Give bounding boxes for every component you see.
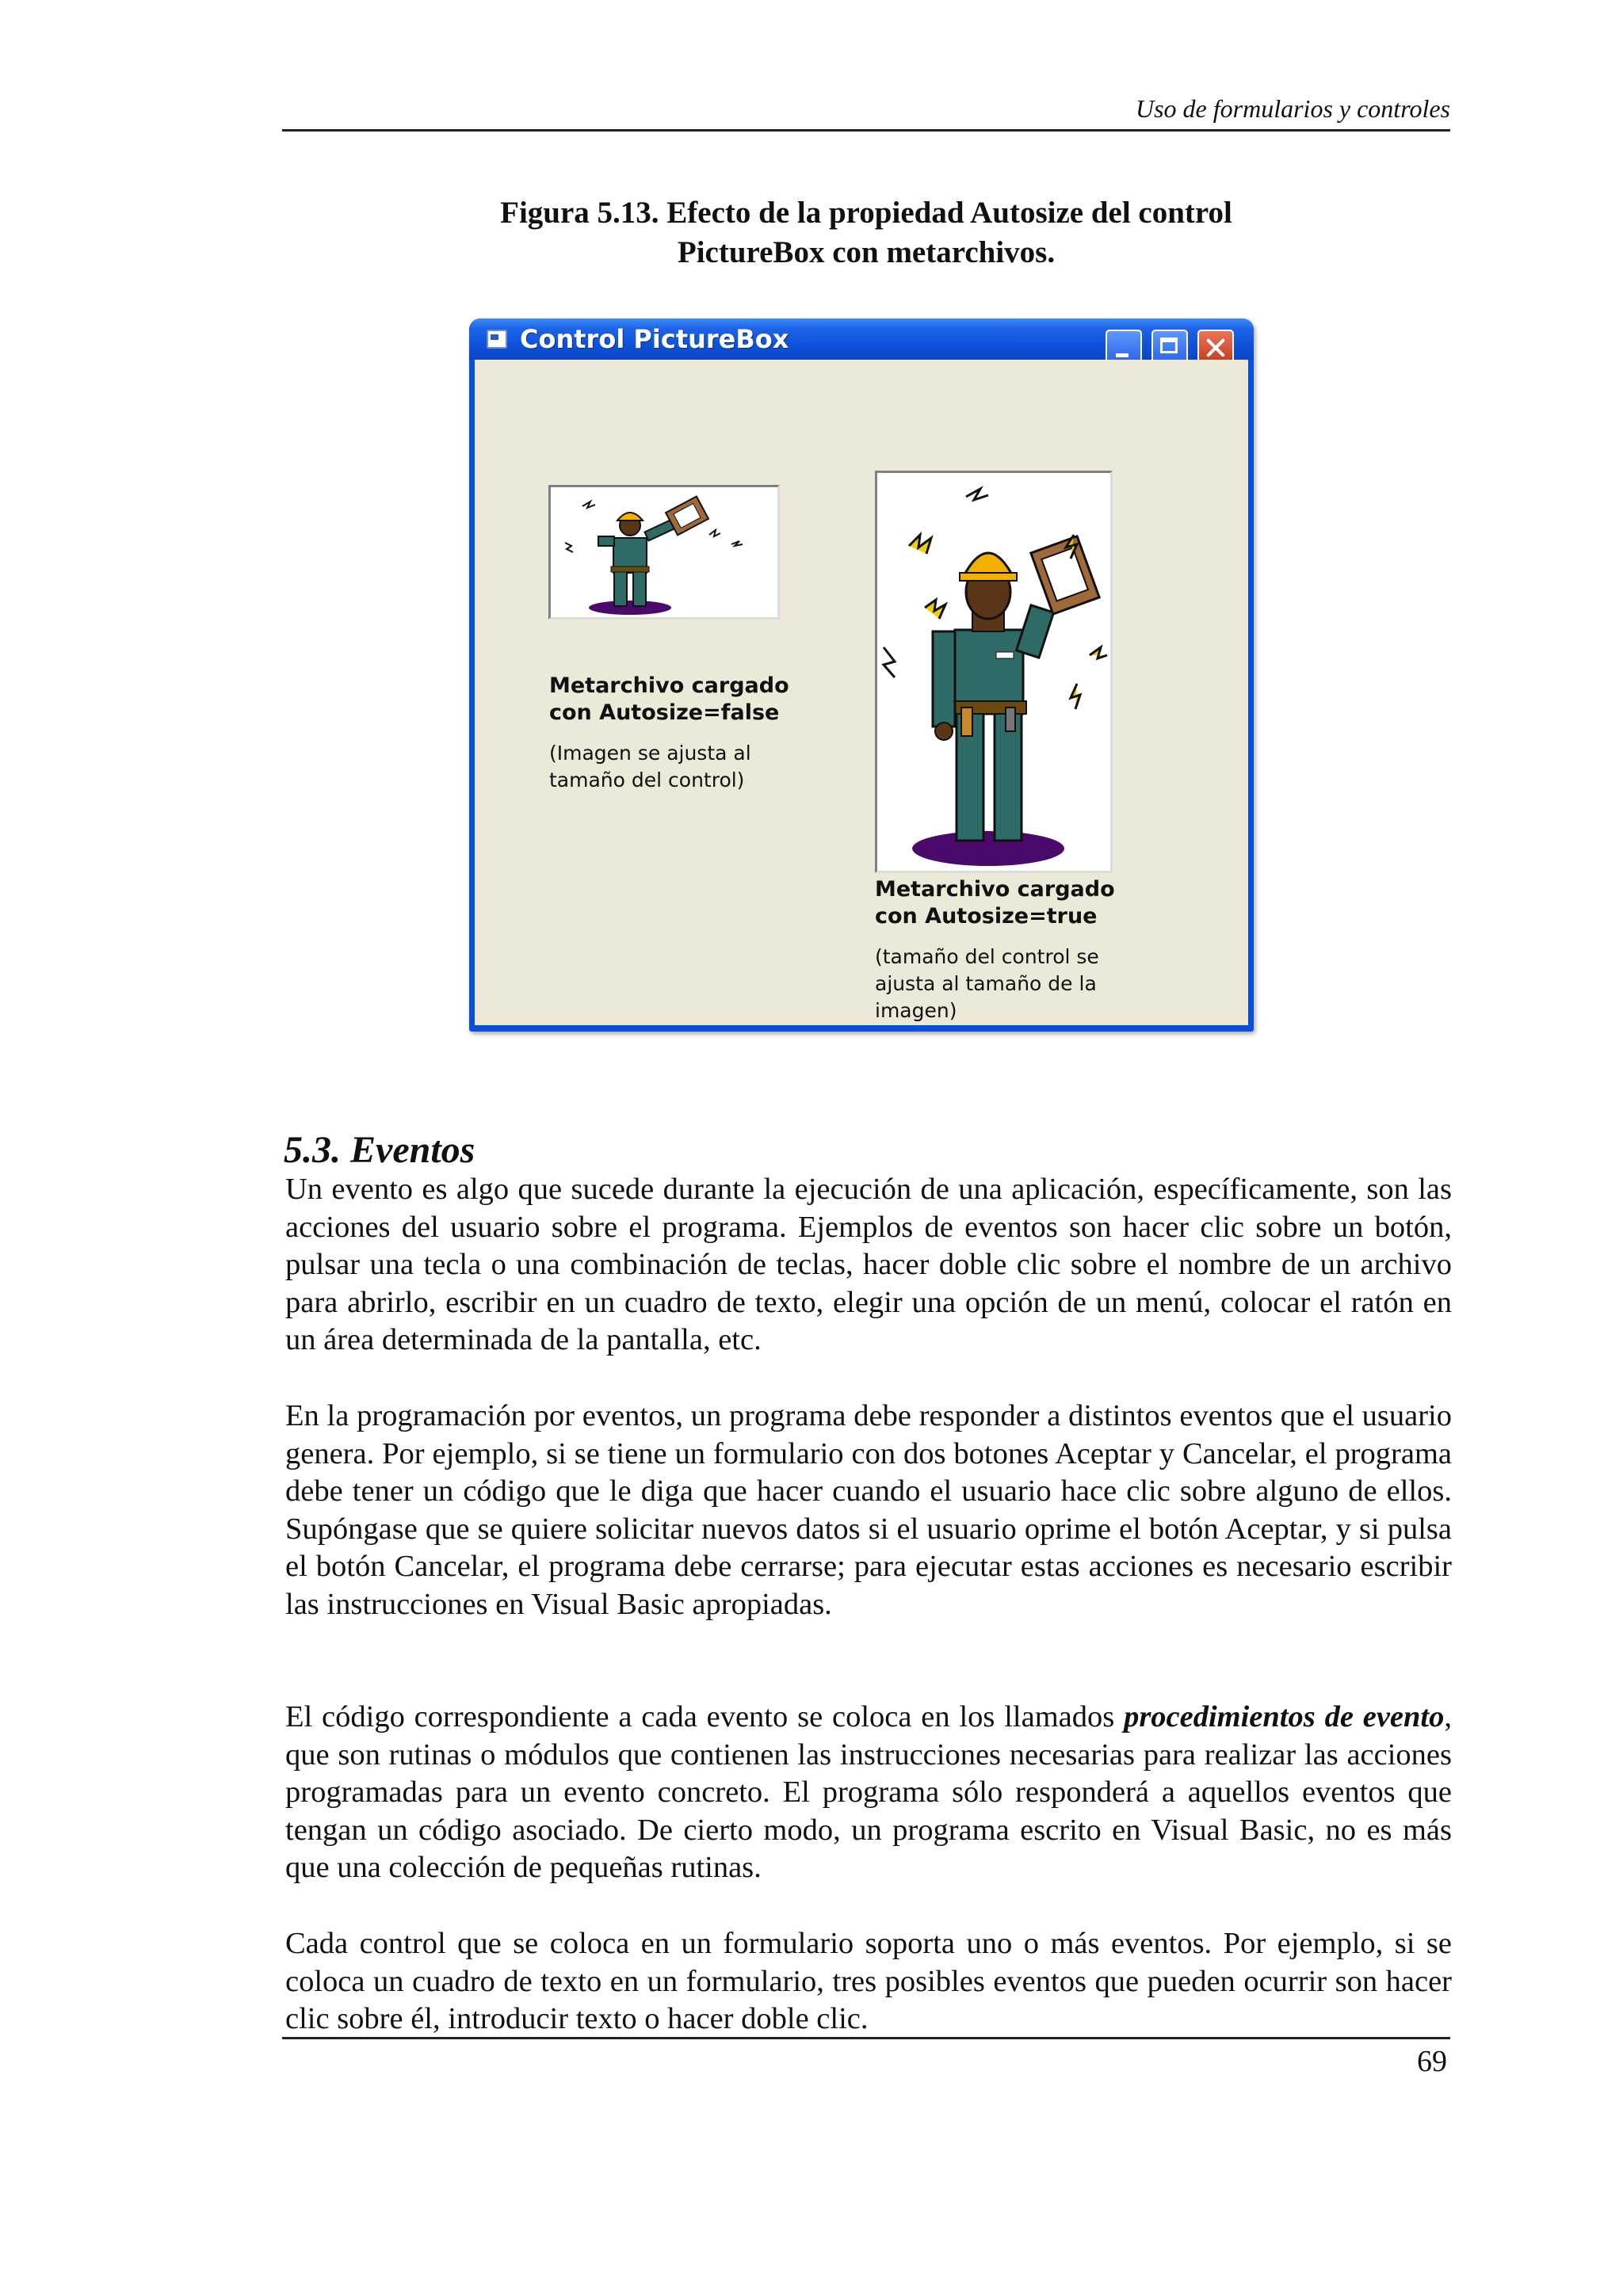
window-icon[interactable]: [487, 330, 507, 349]
label-autosize-false-line2: con Autosize=false: [549, 700, 780, 725]
picturebox-autosize-false: [548, 485, 780, 620]
note-autosize-false: [549, 740, 751, 794]
worker-large-image: [877, 473, 1110, 871]
label-autosize-false: [549, 673, 789, 727]
paragraph-2: En la programación por eventos, un programa debe responder a distintos eventos que el usuario genera. Por ejemplo, si se tiene un formulario con dos botones Aceptar y Cancelar, el programa debe tener un código que le diga que hacer cuando el usuario hace clic sobre alguno de ellos. Supóngase que se quiere solicitar nuevos datos si el usuario oprime el botón Aceptar, y si pulsa el botón Cancelar, el programa debe cerrarse; para ejecutar estas acciones es necesario escribir las instrucciones en Visual Basic apropiadas.: [285, 1399, 1452, 1621]
running-header: Uso de formularios y controles: [1135, 94, 1450, 123]
paragraph-1: Un evento es algo que sucede durante la ejecución de una aplicación, específicamente, son las acciones del usuario sobre el programa. Ejemplos de eventos son hacer clic sobre un botón, pulsar una tecla o una combinación de teclas, hacer doble clic sobre el nombre de un archivo para abrirlo, escribir en un cuadro de texto, elegir una opción de un menú, colocar el ratón en un área determinada de la pantalla, etc.: [285, 1173, 1452, 1357]
caption-line-2: PictureBox con metarchivos.: [677, 235, 1056, 269]
label-autosize-true-line2: con Autosize=true: [875, 904, 1098, 929]
note-autosize-false-line2: tamaño del control): [549, 769, 745, 791]
label-autosize-true-line1: Metarchivo cargado: [875, 877, 1115, 902]
header-rule: [282, 129, 1450, 132]
worker-small-image: [551, 487, 777, 617]
label-autosize-true: [875, 876, 1115, 930]
window-title: Control PictureBox: [520, 324, 789, 354]
paragraph-3-end: , que son rutinas o módulos que contienen las instrucciones necesarias para realizar las acciones programadas para un evento concreto. El programa sólo responderá a aquellos eventos que tengan un código asociado. De cierto modo, un programa escrito en Visual Basic, no es más que una colección de pequeñas rutinas.: [285, 1700, 1452, 1885]
note-autosize-true: [875, 944, 1099, 1024]
section-heading: 5.3. Eventos: [284, 1129, 475, 1171]
label-autosize-false-line1: Metarchivo cargado: [549, 673, 789, 698]
form-client-area: [475, 360, 1248, 1025]
figure-caption: [282, 193, 1450, 273]
paragraph-4: Cada control que se coloca en un formulario soporta uno o más eventos. Por ejemplo, si se coloca un cuadro de texto en un formulario, tres posibles eventos que pueden ocurrir son hacer clic sobre él, introducir texto o hacer doble clic.: [285, 1927, 1452, 2036]
note-autosize-true-line3: imagen): [875, 999, 957, 1022]
footer-rule: [282, 2037, 1450, 2039]
note-autosize-true-line1: (tamaño del control se: [875, 945, 1099, 968]
note-autosize-false-line1: (Imagen se ajusta al: [549, 742, 751, 765]
caption-line-1: Figura 5.13. Efecto de la propiedad Autosize del control: [500, 196, 1232, 230]
note-autosize-true-line2: ajusta al tamaño de la: [875, 972, 1097, 995]
paragraph-3-emphasis: procedimientos de evento: [1124, 1700, 1445, 1733]
picturebox-autosize-true: [875, 471, 1113, 873]
paragraph-3-start: El código correspondiente a cada evento se coloca en los llamados: [285, 1700, 1125, 1733]
window-titlebar[interactable]: [469, 318, 1254, 360]
paragraph-3: [285, 1699, 1452, 1887]
picturebox-window: [469, 318, 1254, 1032]
page-number: 69: [1417, 2045, 1447, 2078]
